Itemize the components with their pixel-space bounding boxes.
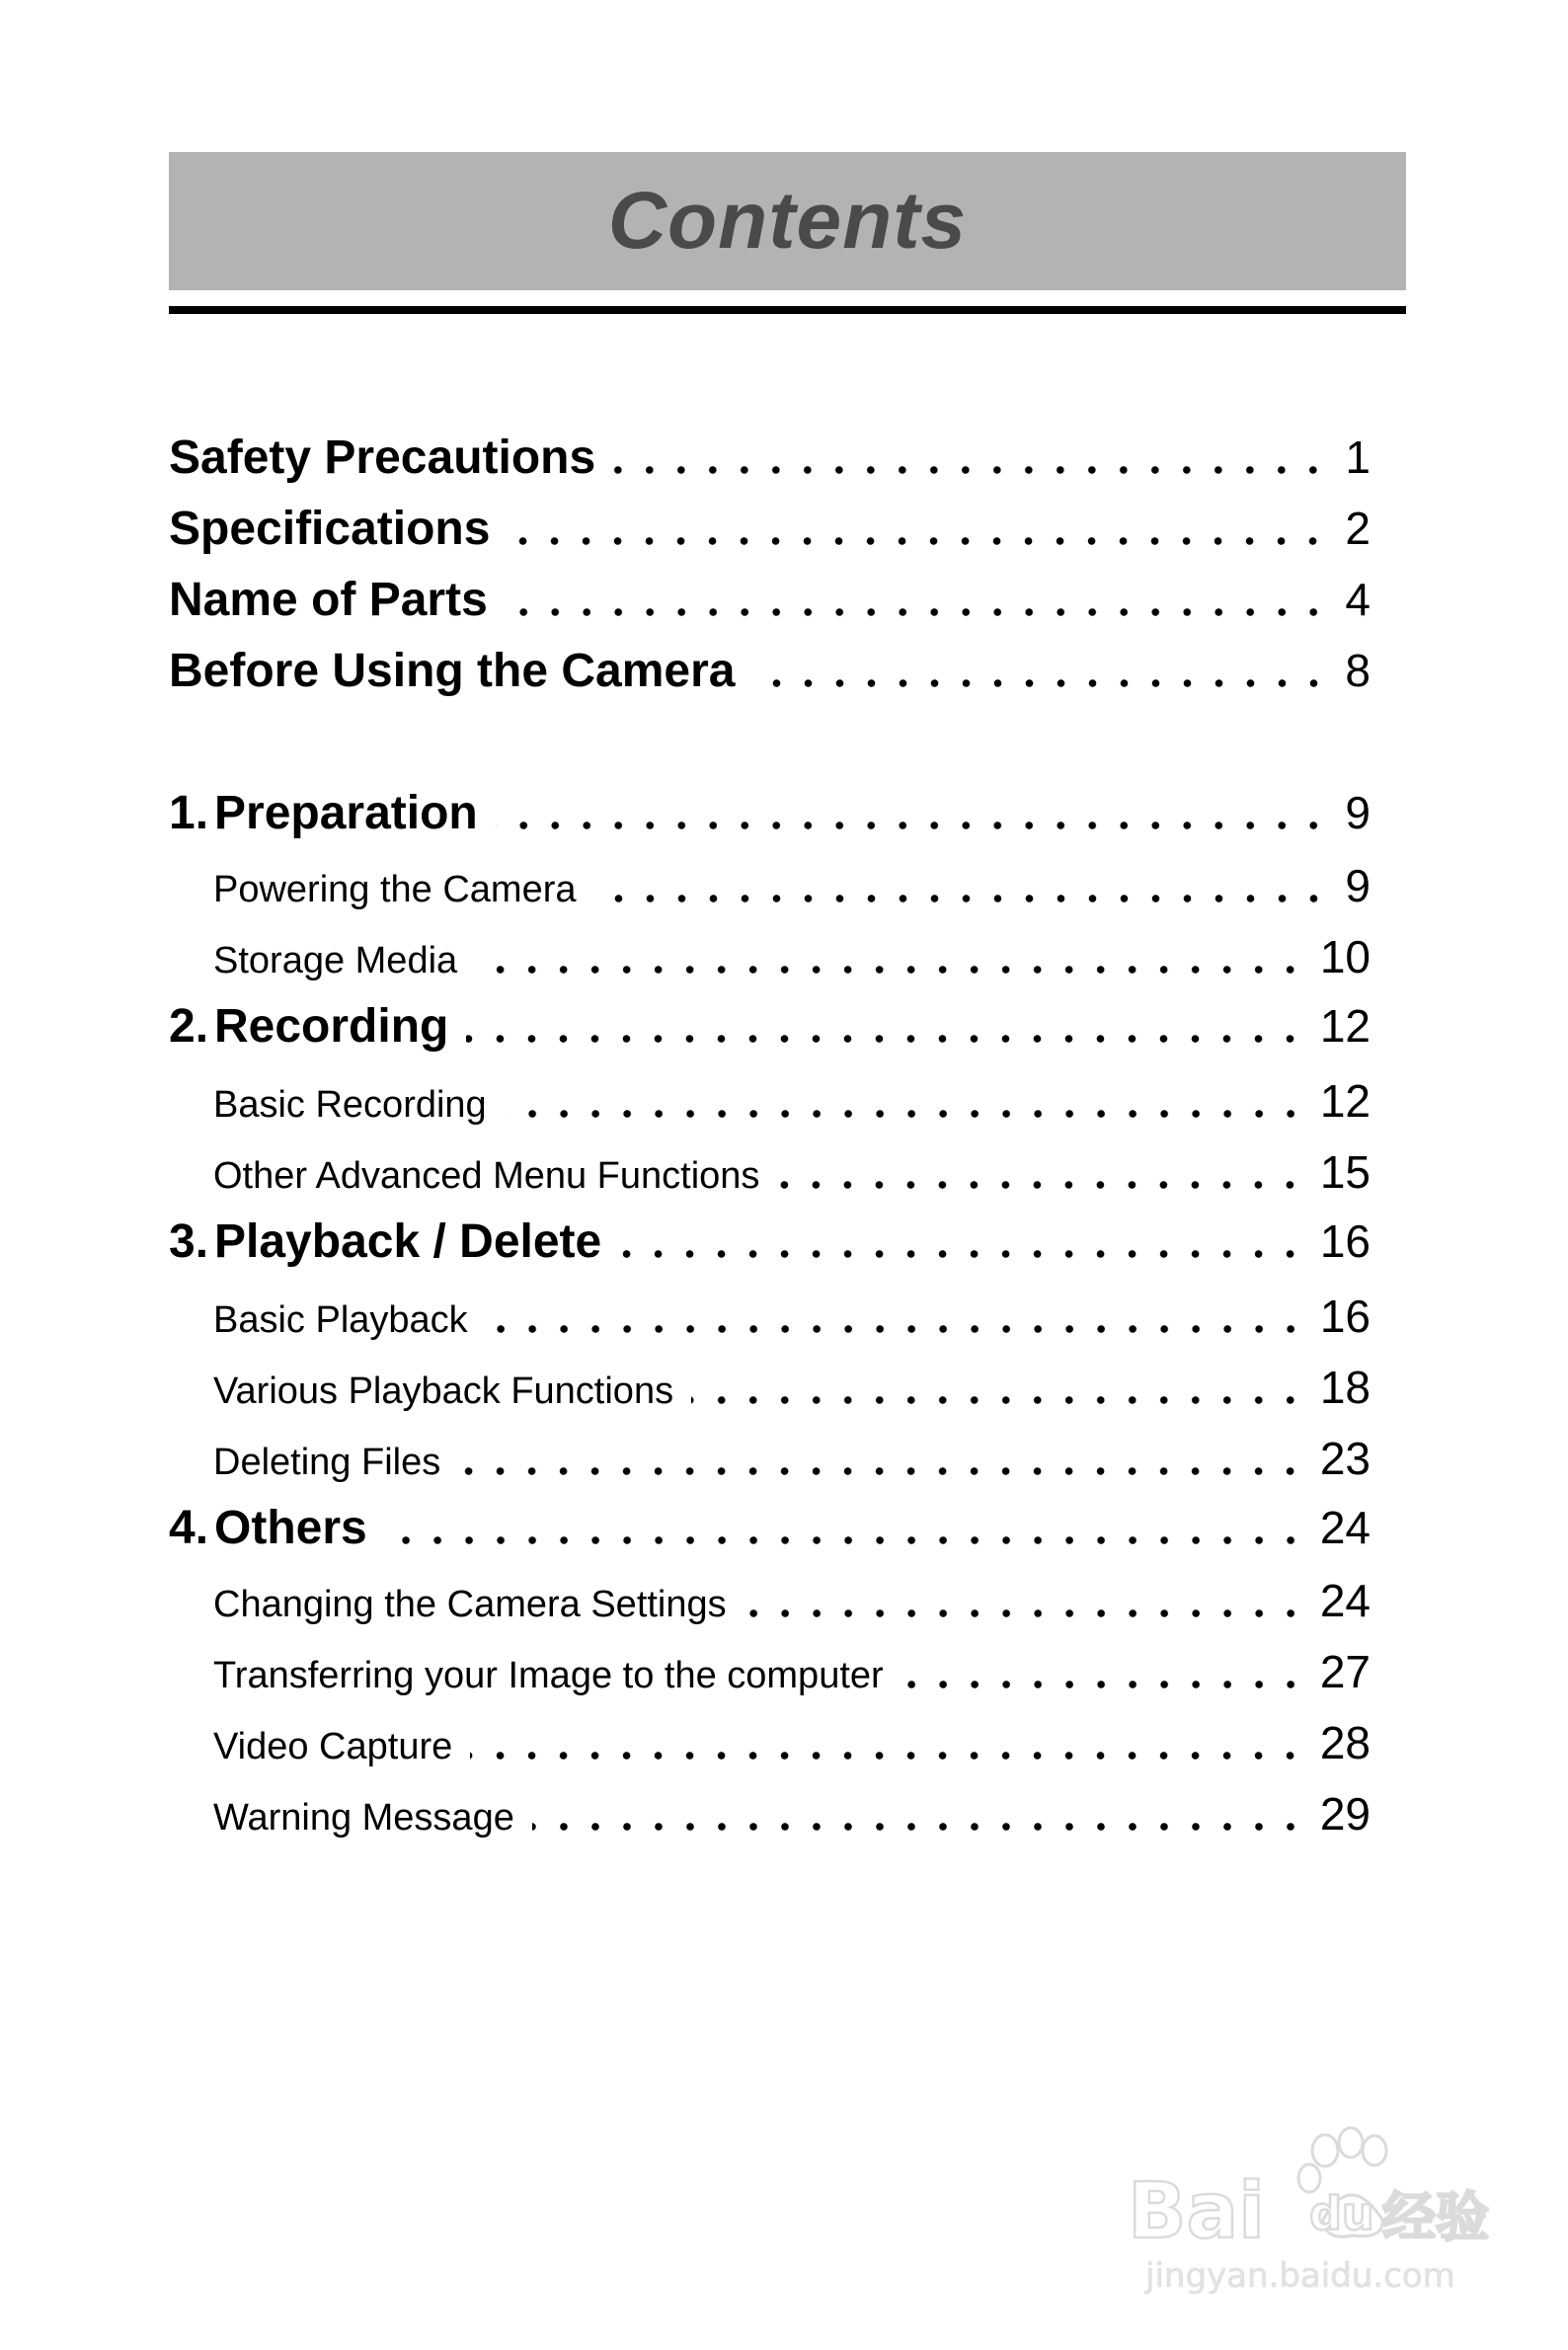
- toc-entry-page: 28: [1319, 1717, 1371, 1768]
- toc-section-basic-recording[interactable]: [213, 1074, 1371, 1128]
- dot-leader: [902, 1680, 1306, 1689]
- toc-chapter-others[interactable]: [169, 1501, 1371, 1555]
- toc-section-warning-message[interactable]: [213, 1787, 1371, 1841]
- dot-leader: [470, 1751, 1306, 1761]
- header-divider: [169, 306, 1406, 314]
- toc-entry-page: 29: [1319, 1788, 1371, 1840]
- toc-entry-page: 23: [1319, 1433, 1371, 1484]
- toc-entry-page: 10: [1319, 931, 1371, 982]
- toc-chapter-playback-delete[interactable]: [169, 1214, 1371, 1269]
- chapter-number: 1.: [169, 787, 209, 839]
- toc-section-label: Various Playback Functions: [213, 1371, 674, 1412]
- toc-entry-page: 9: [1345, 860, 1371, 911]
- svg-text:Bai: Bai: [1128, 2167, 1265, 2256]
- dot-leader: [385, 1535, 1306, 1545]
- dot-leader: [508, 536, 1329, 546]
- toc-chapter-heading: [169, 1214, 601, 1269]
- dot-leader: [496, 821, 1329, 830]
- chapter-title: Playback / Delete: [214, 1215, 602, 1268]
- chapter-number: 2.: [169, 1000, 209, 1053]
- toc-entry-page: 18: [1319, 1362, 1371, 1413]
- toc-entry-page: 24: [1319, 1502, 1371, 1553]
- chapter-title: Others: [214, 1502, 367, 1554]
- toc-entry-page: 12: [1319, 1075, 1371, 1127]
- toc-entry-page: 16: [1319, 1215, 1371, 1267]
- toc-section-deleting-files[interactable]: [213, 1432, 1371, 1485]
- toc-entry-label: Name of Parts: [169, 574, 488, 626]
- toc-entry-page: 2: [1345, 503, 1371, 554]
- dot-leader: [619, 1249, 1306, 1259]
- dot-leader: [777, 1180, 1305, 1190]
- chapter-number: 3.: [169, 1215, 209, 1268]
- chapter-title: Preparation: [214, 787, 478, 839]
- toc-entry-before-using-the-camera[interactable]: [169, 644, 1371, 698]
- toc-section-powering-the-camera[interactable]: [213, 859, 1371, 912]
- toc-section-changing-the-camera-settings[interactable]: [213, 1574, 1371, 1627]
- toc-chapter-heading: [169, 1501, 367, 1555]
- dot-leader: [458, 1466, 1306, 1476]
- dot-leader: [753, 678, 1330, 688]
- toc-chapter-recording[interactable]: [169, 999, 1371, 1054]
- toc-entry-page: 24: [1319, 1575, 1371, 1626]
- toc-entry-page: 12: [1319, 1000, 1371, 1052]
- toc-section-label: Basic Playback: [213, 1299, 468, 1341]
- toc-entry-page: 16: [1319, 1291, 1371, 1342]
- dot-leader: [691, 1395, 1306, 1405]
- baidu-jingyan-watermark-logo: [1116, 2121, 1491, 2299]
- toc-entry-label: Specifications: [169, 503, 491, 555]
- toc-chapter-heading: [169, 786, 478, 840]
- dot-leader: [475, 965, 1306, 975]
- toc-entry-page: 15: [1319, 1146, 1371, 1198]
- toc-section-label: Warning Message: [213, 1797, 514, 1839]
- toc-entry-page: 4: [1345, 574, 1371, 625]
- svg-text:du: du: [1309, 2187, 1374, 2240]
- toc-section-label: Basic Recording: [213, 1084, 487, 1126]
- toc-section-transferring-your-image[interactable]: [213, 1645, 1371, 1698]
- svg-text:jingyan.baidu.com: jingyan.baidu.com: [1145, 2256, 1455, 2296]
- toc-section-various-playback-functions[interactable]: [213, 1361, 1371, 1414]
- chapter-title: Recording: [214, 1000, 449, 1053]
- toc-section-label: Changing the Camera Settings: [213, 1584, 727, 1625]
- toc-entry-safety-precautions[interactable]: [169, 431, 1371, 485]
- toc-section-label: Deleting Files: [213, 1442, 441, 1483]
- toc-section-label: Powering the Camera: [213, 869, 577, 910]
- toc-entry-page: 27: [1319, 1646, 1371, 1697]
- toc-entry-label: Before Using the Camera: [169, 645, 736, 697]
- dot-leader: [486, 1324, 1306, 1334]
- dot-leader: [594, 894, 1329, 903]
- toc-section-label: Storage Media: [213, 940, 458, 981]
- toc-section-label: Transferring your Image to the computer: [213, 1655, 884, 1696]
- chapter-number: 4.: [169, 1502, 209, 1554]
- toc-section-video-capture[interactable]: [213, 1716, 1371, 1769]
- toc-section-storage-media[interactable]: [213, 930, 1371, 983]
- dot-leader: [613, 465, 1329, 475]
- dot-leader: [505, 1109, 1306, 1119]
- toc-section-other-advanced-menu-functions[interactable]: [213, 1145, 1371, 1199]
- toc-entry-name-of-parts[interactable]: [169, 573, 1371, 627]
- dot-leader: [506, 607, 1329, 617]
- toc-entry-page: 8: [1345, 645, 1371, 696]
- toc-chapter-preparation[interactable]: [169, 786, 1371, 840]
- toc-section-basic-playback[interactable]: [213, 1290, 1371, 1343]
- toc-entry-page: 9: [1345, 787, 1371, 838]
- toc-entry-specifications[interactable]: [169, 502, 1371, 556]
- svg-text:经验: 经验: [1382, 2186, 1489, 2248]
- toc-chapter-heading: [169, 999, 448, 1054]
- toc-section-label: Other Advanced Menu Functions: [213, 1155, 760, 1197]
- toc-section-label: Video Capture: [213, 1726, 453, 1767]
- toc-entry-page: 1: [1345, 431, 1371, 483]
- dot-leader: [466, 1034, 1305, 1044]
- toc-entry-label: Safety Precautions: [169, 431, 596, 484]
- page-title: Contents: [607, 176, 968, 266]
- dot-leader: [532, 1822, 1306, 1832]
- dot-leader: [745, 1608, 1306, 1618]
- contents-header-band: [169, 152, 1406, 290]
